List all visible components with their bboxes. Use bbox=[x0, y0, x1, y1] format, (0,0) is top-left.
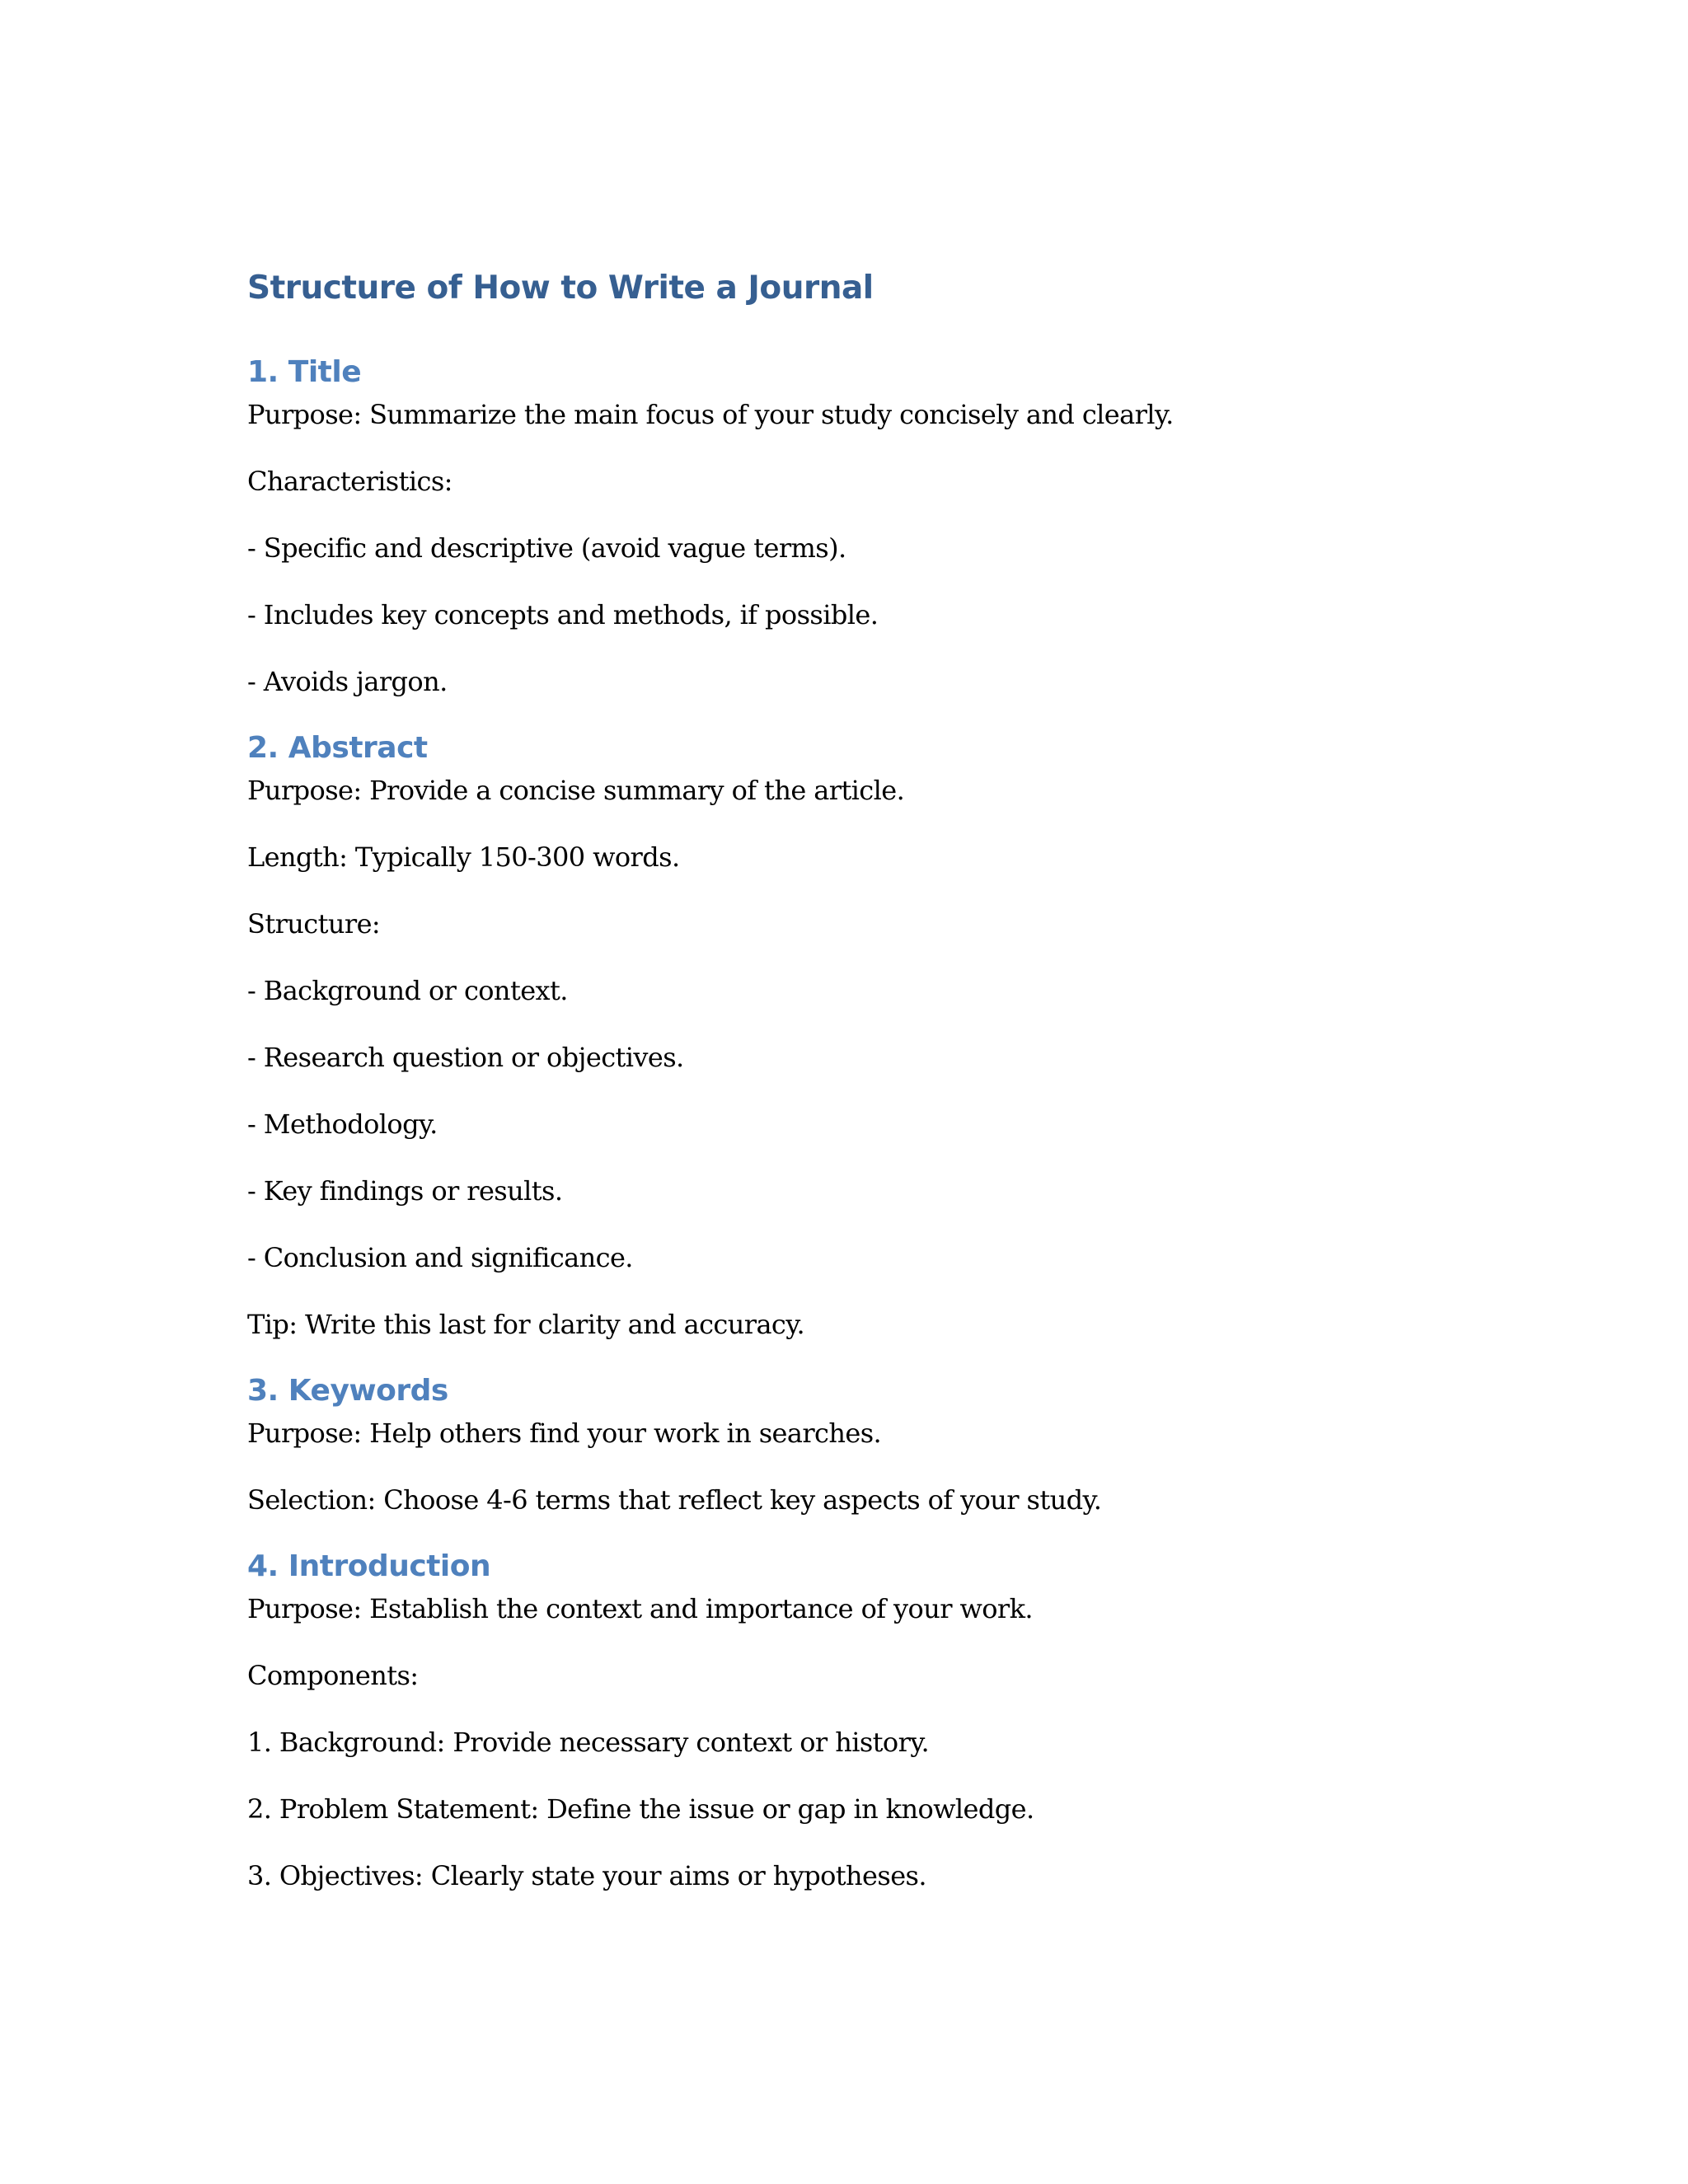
paragraph: Tip: Write this last for clarity and accuracy. bbox=[247, 1309, 805, 1340]
document-body bbox=[247, 262, 1442, 1918]
section-keywords bbox=[247, 1366, 1442, 1517]
list-item: 3. Objectives: Clearly state your aims or hypotheses. bbox=[247, 1860, 926, 1891]
document-title: Structure of How to Write a Journal bbox=[247, 269, 874, 307]
section-heading: 1. Title bbox=[247, 355, 362, 389]
section-heading: 2. Abstract bbox=[247, 731, 428, 765]
list-item: - Conclusion and significance. bbox=[247, 1242, 633, 1273]
list-item: - Specific and descriptive (avoid vague terms). bbox=[247, 532, 846, 564]
list-item: - Key findings or results. bbox=[247, 1175, 563, 1207]
paragraph: Components: bbox=[247, 1660, 419, 1691]
section-heading: 3. Keywords bbox=[247, 1374, 448, 1408]
list-item: - Background or context. bbox=[247, 975, 568, 1006]
list-item: - Research question or objectives. bbox=[247, 1042, 684, 1073]
paragraph: Purpose: Provide a concise summary of the article. bbox=[247, 775, 905, 806]
paragraph: Purpose: Help others find your work in searches. bbox=[247, 1418, 882, 1449]
list-item: - Methodology. bbox=[247, 1108, 438, 1140]
list-item: 2. Problem Statement: Define the issue or gap in knowledge. bbox=[247, 1793, 1034, 1825]
paragraph: Length: Typically 150-300 words. bbox=[247, 841, 680, 873]
paragraph: Purpose: Establish the context and importance of your work. bbox=[247, 1593, 1033, 1624]
section-title bbox=[247, 348, 1442, 699]
list-item: 1. Background: Provide necessary context or history. bbox=[247, 1727, 930, 1758]
paragraph: Structure: bbox=[247, 908, 381, 940]
paragraph: Selection: Choose 4-6 terms that reflect key aspects of your study. bbox=[247, 1484, 1102, 1516]
list-item: - Avoids jargon. bbox=[247, 666, 448, 697]
paragraph: Characteristics: bbox=[247, 466, 452, 497]
list-item: - Includes key concepts and methods, if possible. bbox=[247, 599, 879, 630]
section-abstract bbox=[247, 724, 1442, 1342]
section-heading: 4. Introduction bbox=[247, 1549, 491, 1583]
section-introduction bbox=[247, 1542, 1442, 1893]
paragraph: Purpose: Summarize the main focus of your study concisely and clearly. bbox=[247, 399, 1174, 430]
